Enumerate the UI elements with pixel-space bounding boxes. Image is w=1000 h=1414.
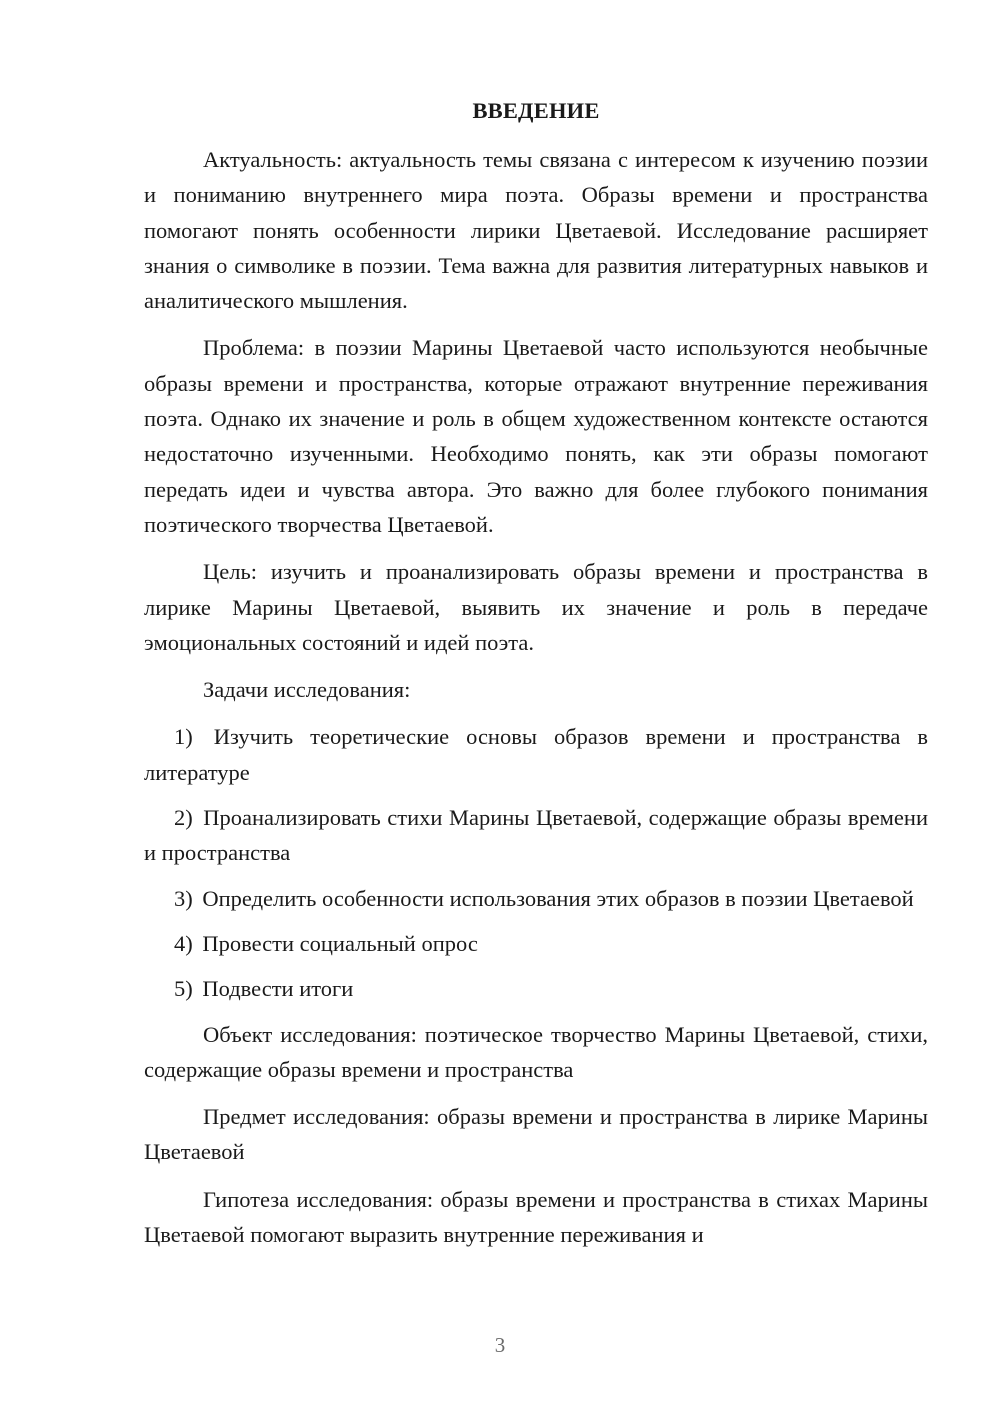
task-text: Определить особенности использования этих образов в поэзии Цветаевой	[202, 885, 914, 911]
task-text: Провести социальный опрос	[202, 930, 478, 956]
paragraph-relevance: Актуальность: актуальность темы связана с интересом к изучению поэзии и пониманию внутреннего мира поэта. Образы времени и пространства помогают понять особенности лирики Цветаевой. Исследование расширяет знания о символике в поэзии. Тема важна для развития литературных навыков и аналитического мышления.	[144, 147, 928, 314]
paragraph-problem: Проблема: в поэзии Марины Цветаевой часто используются необычные образы времени и пространства, которые отражают внутренние переживания поэта. Однако их значение и роль в общем художественном контексте остаются недостаточно изученными. Необходимо понять, как эти образы помогают передать идеи и чувства автора. Это важно для более глубокого понимания поэтического творчества Цветаевой.	[144, 335, 928, 537]
task-number: 3)	[174, 885, 193, 911]
task-number: 5)	[174, 976, 193, 1002]
list-item	[144, 881, 928, 916]
list-item	[144, 971, 928, 1006]
task-number: 1)	[174, 724, 193, 750]
list-item	[144, 926, 928, 961]
task-number: 2)	[174, 805, 193, 831]
paragraph-hypothesis: Гипотеза исследования: образы времени и пространства в стихах Марины Цветаевой помогают выразить внутренние переживания и	[144, 1186, 928, 1248]
task-text: Проанализировать стихи Марины Цветаевой, содержащие образы времени и пространства	[144, 805, 928, 866]
list-item	[144, 719, 928, 790]
page-title: ВВЕДЕНИЕ	[472, 98, 600, 123]
list-item	[144, 800, 928, 871]
paragraph-subject: Предмет исследования: образы времени и пространства в лирике Марины Цветаевой	[144, 1104, 928, 1165]
page-content	[144, 94, 928, 1264]
page-number: 3	[494, 1333, 506, 1357]
paragraph-goal: Цель: изучить и проанализировать образы времени и пространства в лирике Марины Цветаевой, выявить их значение и роль в передаче эмоциональных состояний и идей поэта.	[144, 559, 928, 655]
task-number: 4)	[174, 930, 193, 956]
task-text: Подвести итоги	[202, 976, 354, 1002]
paragraph-tasks-heading: Задачи исследования:	[203, 677, 411, 703]
task-text: Изучить теоретические основы образов времени и пространства в литературе	[144, 724, 929, 785]
paragraph-object: Объект исследования: поэтическое творчество Марины Цветаевой, стихи, содержащие образы времени и пространства	[144, 1021, 928, 1082]
